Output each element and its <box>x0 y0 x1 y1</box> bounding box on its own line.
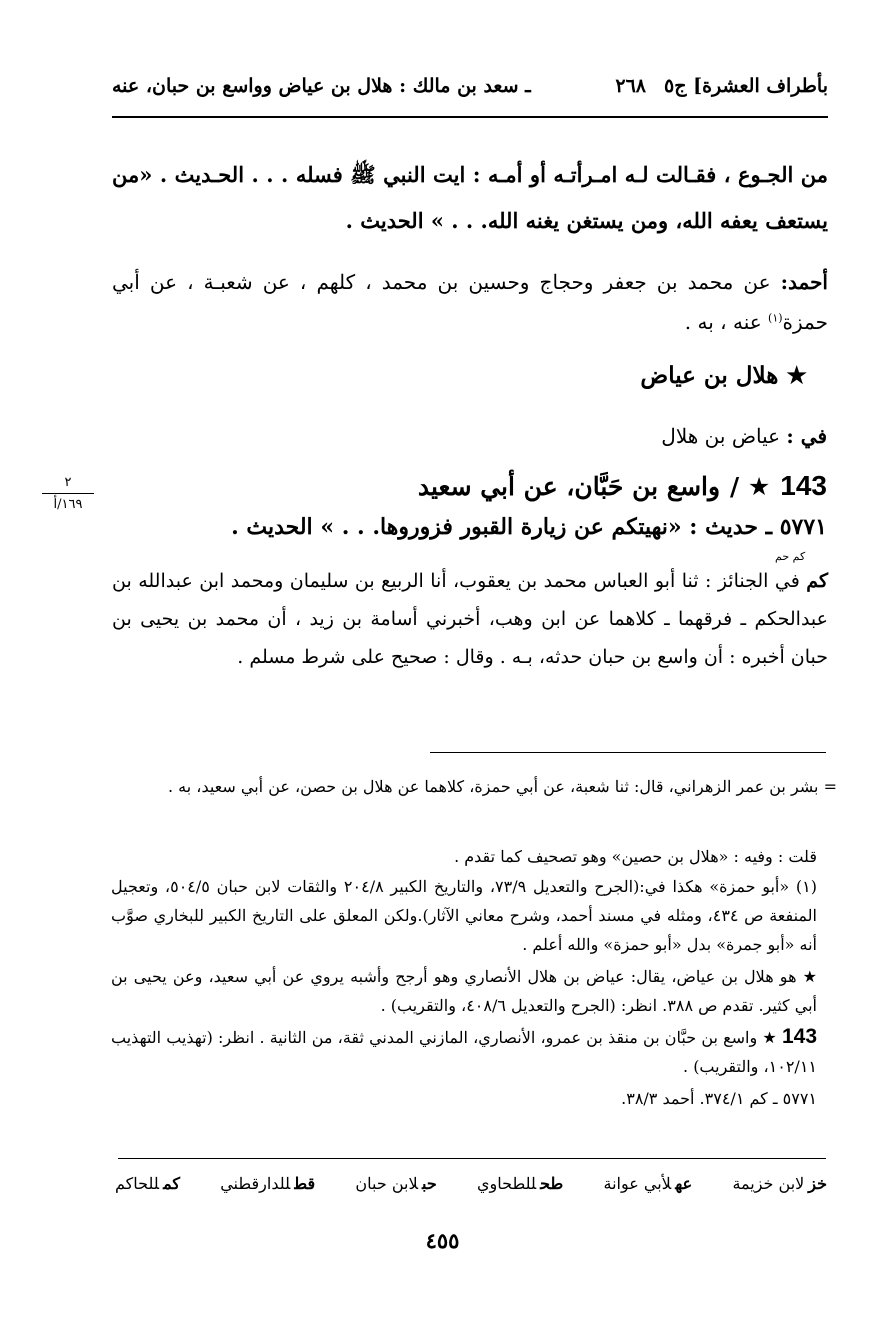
footnote-ref: (١) <box>768 311 783 325</box>
footnote-comment: قلت : وفيه : «هلال بن حصين» وهو تصحيف كما تقدم . <box>454 847 817 866</box>
abbreviation-item: كمللحاكم <box>115 1174 180 1193</box>
header-number: ٢٦٨ <box>615 75 647 97</box>
entry-heading <box>418 470 827 502</box>
paragraph-hakim <box>112 562 828 676</box>
hadith-text: ـ حديث : «نهيتكم عن زيارة القبور فزوروها. . . » الحديث . <box>231 514 773 540</box>
footnote-sources: ٥٧٧١ ـ كم ٣٧٤/١. أحمد ٣٨/٣. <box>621 1089 817 1108</box>
footnote-1: (١) «أبو حمزة» هكذا في:(الجرح والتعديل ٧٣/٩، والتاريخ الكبير ٢٠٤/٨ والثقات لابن حبان ٥٠٤/٥، وتعجيل المنفعة ص ٤٣٤، ومثله في مسند أحمد، وشرح معاني الآثار).ولكن المعلق على التاريخ الكبير للبخاري صوَّب أنه «أبو جمرة» بدل «أبو حمزة» والله أعلم . <box>111 877 818 954</box>
narrator-heading: ★ هلال بن عياض <box>640 362 807 389</box>
abbreviation-divider <box>118 1158 826 1159</box>
isnad-text: في الجنائز : ثنا أبو العباس محمد بن يعقوب، أنا الربيع بن سليمان ومحمد ابن عبدالله بن عبدالحكم ـ فرقهما ـ كلاهما عن ابن وهب، أخبرني أسامة بن زيد ، أن محمد بن يحيى بن حبان أخبره : أن واسع بن حبان حدثه، بـه . وقال : صحيح على شرط مسلم . <box>112 570 828 668</box>
star-icon: ★ / <box>730 472 771 501</box>
footnote-entry-text: ★ واسع بن حبَّان بن منقذ بن عمرو، الأنصاري، المازني المدني ثقة، من الثانية . انظر: (تهذيب التهذيب ١٠٢/١١، والتقريب) . <box>111 1028 817 1076</box>
header-divider <box>112 116 828 118</box>
footnote-entry-number: 143 <box>781 1025 818 1048</box>
hadith-line <box>111 514 827 540</box>
chain-end: عنه ، به . <box>684 310 762 334</box>
source-label-hakim: كم <box>806 570 828 592</box>
chain-text: عن محمد بن جعفر وحجاج وحسين بن محمد ، كلهم ، عن شعبـة ، عن أبي حمزة <box>112 270 828 334</box>
footnote-entry <box>111 1022 817 1081</box>
folio-bottom: ١٦٩/أ <box>53 497 83 512</box>
cross-reference-label: في : <box>786 424 827 448</box>
page-number: ٤٥٥ <box>425 1228 460 1253</box>
abbreviation-key <box>115 1174 827 1193</box>
abbreviation-item: قطللدارقطني <box>220 1174 316 1193</box>
paragraph-ahmad <box>112 262 828 342</box>
paragraph-continuation: من الجـوع ، فقـالت لـه امـرأتـه أو أمـه : ايت النبي ﷺ فسله . . . الحـديث . «من يستعف يعفه الله، ومن يستغن يغنه الله. . . » الحديث . <box>112 162 828 233</box>
cross-reference-text: عياض بن هلال <box>661 424 781 448</box>
footnote-narrator: ★ هو هلال بن عياض، يقال: عياض بن هلال الأنصاري وهو أرجح وأشبه يروي عن أبي سعيد، وعن يحيى بن أبي كثير. تقدم ص ٣٨٨. انظر: (الجرح والتعديل ٤٠٨/٦، والتقريب) . <box>111 967 817 1015</box>
source-annotation: كم حم <box>775 550 806 563</box>
entry-title: واسع بن حَبَّان، عن أبي سعيد <box>417 472 721 501</box>
manuscript-folio-ref <box>42 474 94 513</box>
source-label-ahmad: أحمد: <box>780 270 828 294</box>
folio-divider <box>42 493 94 494</box>
header-volume: بأطراف العشرة] ج٥ <box>664 75 828 97</box>
entry-number: 143 <box>780 470 827 501</box>
footnote-divider <box>430 752 826 753</box>
folio-top: ٢ <box>64 475 72 490</box>
header-title: ـ سعد بن مالك : هلال بن عياض وواسع بن حبان، عنه <box>112 75 531 97</box>
hadith-number: ٥٧٧١ <box>779 514 827 540</box>
cross-reference <box>661 424 827 448</box>
abbreviation-item: حبلابن حبان <box>355 1174 437 1193</box>
abbreviation-item: خزلابن خزيمة <box>732 1174 827 1193</box>
running-header <box>112 66 828 106</box>
abbreviation-item: طحللطحاوي <box>477 1174 564 1193</box>
header-right <box>615 75 828 97</box>
footnote-continuation: = بشر بن عمر الزهراني، قال: ثنا شعبة، عن أبي حمزة، كلاهما عن هلال بن حصن، عن أبي سعيد، به . <box>167 777 837 796</box>
abbreviation-item: عهلأبي عوانة <box>603 1174 693 1193</box>
